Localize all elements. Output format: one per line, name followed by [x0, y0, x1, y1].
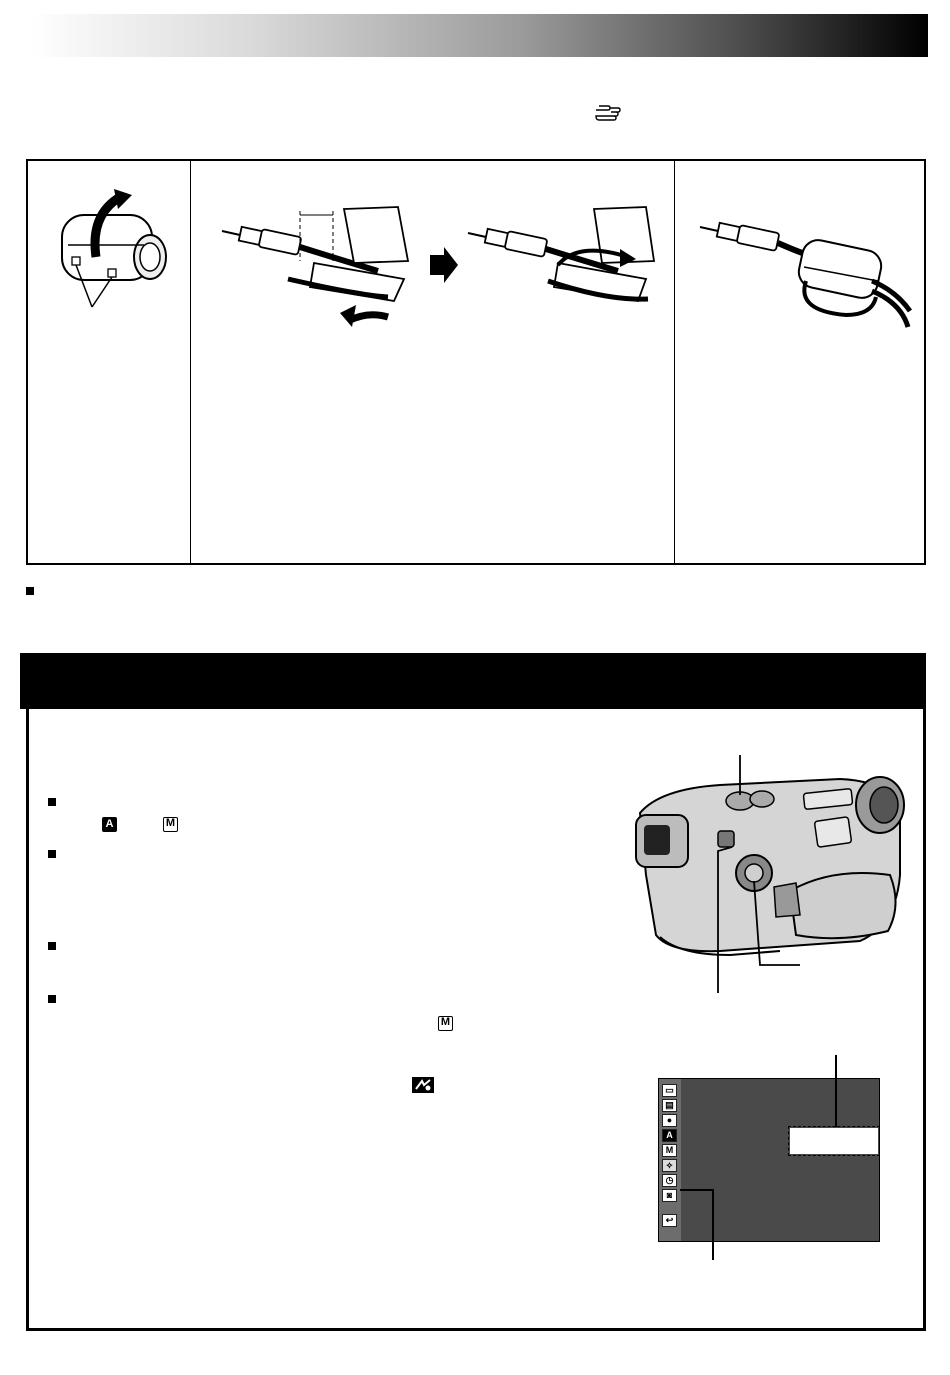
manual-mode-icon[interactable]: M: [662, 1144, 677, 1157]
clock-icon[interactable]: ◷: [662, 1174, 677, 1187]
record-icon[interactable]: ▤: [662, 1099, 677, 1112]
manual-mode-icon: M: [163, 817, 178, 832]
table-divider: [190, 161, 191, 563]
screen-icon[interactable]: ▭: [662, 1084, 677, 1097]
list-bullet: [48, 995, 56, 1003]
list-bullet: [48, 850, 56, 858]
table-divider: [674, 161, 675, 563]
program-ae-icon: [412, 1077, 434, 1093]
menu-screen: [658, 1078, 880, 1242]
callout-line: [712, 1189, 714, 1260]
auto-mode-icon[interactable]: A: [662, 1129, 677, 1142]
photo-icon[interactable]: ◙: [662, 1189, 677, 1202]
section-header: [20, 653, 926, 709]
list-bullet: [48, 798, 56, 806]
auto-mode-icon: A: [102, 817, 117, 832]
cable-wrapping-icon: [218, 201, 658, 341]
manual-mode-icon: M: [438, 1016, 453, 1031]
ferrite-core-opening-icon: [48, 185, 188, 315]
note-bullet: [26, 587, 34, 595]
pointing-hand-icon: [595, 103, 621, 121]
callout-line: [680, 1189, 714, 1191]
menu-highlight-outline: [788, 1126, 880, 1156]
list-bullet: [48, 942, 56, 950]
camera-icon[interactable]: ●: [662, 1114, 677, 1127]
callout-line: [835, 1055, 837, 1127]
closed-ferrite-core-icon: [696, 211, 916, 341]
camcorder-illustration: [600, 755, 910, 995]
ferrite-core-illustration-table: [26, 159, 926, 565]
menu-icon-column: [659, 1079, 681, 1241]
program-ae-icon[interactable]: ⟡: [662, 1159, 677, 1172]
return-icon[interactable]: ↩: [662, 1214, 677, 1227]
title-bar: [30, 14, 928, 57]
